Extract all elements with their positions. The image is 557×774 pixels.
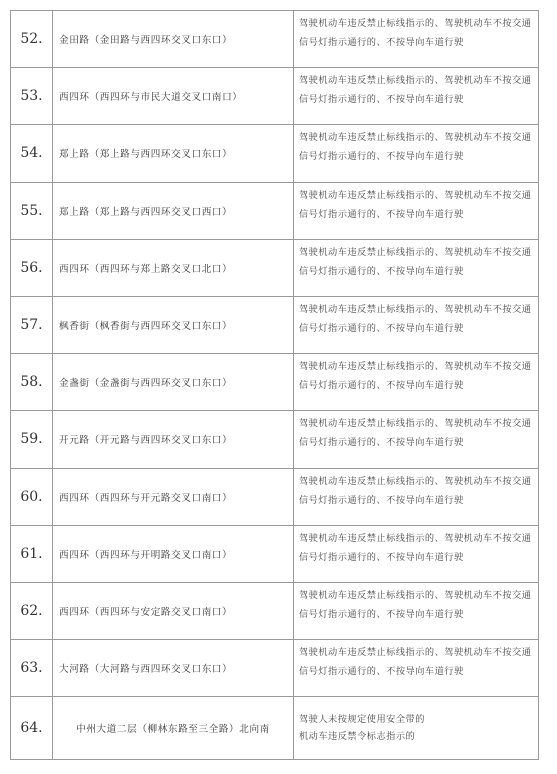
location-cell: 金盏街（金盏街与西四环交叉口东口）: [53, 354, 294, 411]
violation-description: 驾驶机动车违反禁止标线指示的、驾驶机动车不按交通信号灯指示通行的、不按导向车道行驶: [294, 68, 539, 125]
row-number: 63.: [11, 640, 53, 697]
location-cell: 郑上路（郑上路与西四环交叉口东口）: [53, 125, 294, 182]
table-row: [11, 125, 539, 182]
row-number: 54.: [11, 125, 53, 182]
table-row: [11, 525, 539, 582]
table-row: [11, 296, 539, 353]
row-number: 56.: [11, 239, 53, 296]
table-row: [11, 411, 539, 468]
table-row: [11, 354, 539, 411]
table-row: [11, 582, 539, 639]
table-row: [11, 640, 539, 697]
location-cell: 西四环（西四环与开明路交叉口南口）: [53, 525, 294, 582]
violation-description-line: 驾驶人未按规定使用安全带的: [299, 714, 425, 726]
row-number: 61.: [11, 525, 53, 582]
row-number: 55.: [11, 182, 53, 239]
violation-description: 驾驶机动车违反禁止标线指示的、驾驶机动车不按交通信号灯指示通行的、不按导向车道行驶: [294, 239, 539, 296]
location-cell: 金田路（金田路与西四环交叉口东口）: [53, 11, 294, 68]
location-cell: 西四环（西四环与开元路交叉口南口）: [53, 468, 294, 525]
violation-description: 驾驶机动车违反禁止标线指示的、驾驶机动车不按交通信号灯指示通行的、不按导向车道行驶: [294, 582, 539, 639]
location-cell: 郑上路（郑上路与西四环交叉口西口）: [53, 182, 294, 239]
row-number: 57.: [11, 296, 53, 353]
row-number: 59.: [11, 411, 53, 468]
violation-description: 驾驶机动车违反禁止标线指示的、驾驶机动车不按交通信号灯指示通行的、不按导向车道行驶: [294, 468, 539, 525]
location-cell: 西四环（西四环与安定路交叉口南口）: [53, 582, 294, 639]
location-cell: 中州大道二层（柳林东路至三全路）北向南: [53, 697, 294, 760]
table-row: [11, 68, 539, 125]
table-row: [11, 239, 539, 296]
row-number: 58.: [11, 354, 53, 411]
violation-description: 驾驶机动车违反禁止标线指示的、驾驶机动车不按交通信号灯指示通行的、不按导向车道行驶: [294, 296, 539, 353]
location-cell: 枫香街（枫香街与西四环交叉口东口）: [53, 296, 294, 353]
violation-location-table: [10, 10, 539, 760]
violation-description: 驾驶机动车违反禁止标线指示的、驾驶机动车不按交通信号灯指示通行的、不按导向车道行驶: [294, 182, 539, 239]
violation-description: [294, 697, 539, 760]
location-cell: 西四环（西四环与市民大道交叉口南口）: [53, 68, 294, 125]
row-number: 64.: [11, 697, 53, 760]
table-row: [11, 468, 539, 525]
violation-description: 驾驶机动车违反禁止标线指示的、驾驶机动车不按交通信号灯指示通行的、不按导向车道行驶: [294, 411, 539, 468]
violation-description: 驾驶机动车违反禁止标线指示的、驾驶机动车不按交通信号灯指示通行的、不按导向车道行驶: [294, 640, 539, 697]
location-cell: 西四环（西四环与郑上路交叉口北口）: [53, 239, 294, 296]
table-row: [11, 11, 539, 68]
row-number: 52.: [11, 11, 53, 68]
table-row: [11, 697, 539, 760]
violation-description: 驾驶机动车违反禁止标线指示的、驾驶机动车不按交通信号灯指示通行的、不按导向车道行驶: [294, 125, 539, 182]
table-row: [11, 182, 539, 239]
location-cell: 开元路（开元路与西四环交叉口东口）: [53, 411, 294, 468]
violation-description-line: 机动车违反禁令标志指示的: [299, 731, 416, 743]
row-number: 62.: [11, 582, 53, 639]
location-cell: 大河路（大河路与西四环交叉口东口）: [53, 640, 294, 697]
violation-description: 驾驶机动车违反禁止标线指示的、驾驶机动车不按交通信号灯指示通行的、不按导向车道行驶: [294, 354, 539, 411]
violation-description: 驾驶机动车违反禁止标线指示的、驾驶机动车不按交通信号灯指示通行的、不按导向车道行驶: [294, 525, 539, 582]
row-number: 53.: [11, 68, 53, 125]
violation-description: 驾驶机动车违反禁止标线指示的、驾驶机动车不按交通信号灯指示通行的、不按导向车道行驶: [294, 11, 539, 68]
row-number: 60.: [11, 468, 53, 525]
